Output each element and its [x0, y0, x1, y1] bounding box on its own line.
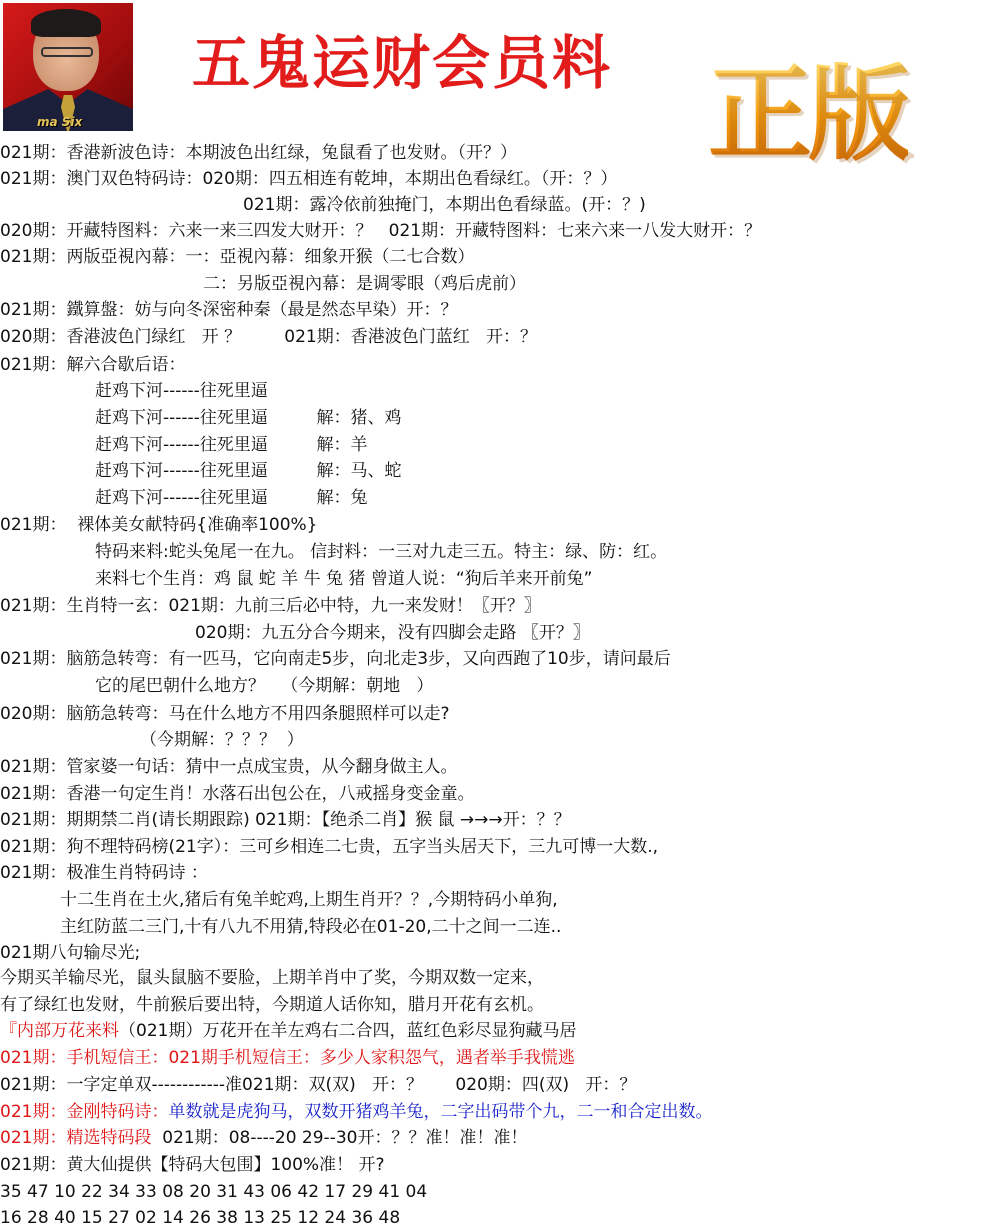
line-macau-poem: 021期：澳门双色特码诗：020期：四五相连有乾坤，本期出色看绿红。（开：？） [0, 169, 618, 189]
line-accurate-poem: 021期：极准生肖特码诗 ： [0, 863, 208, 883]
vajra-poem-text: 单数就是虎狗马，双数开猪鸡羊兔，二字出码带个九，二一和合定出数。 [168, 1102, 713, 1122]
line-riddle-2: 赶鸡下河------往死里逼 解：猪、鸡 [95, 408, 402, 428]
line-brain-teaser-2b: （今期解：？？？ ） [140, 730, 304, 750]
photo-glasses [41, 47, 93, 57]
line-riddle-heading: 021期：解六合歇后语： [0, 355, 186, 375]
line-brain-teaser-1: 021期：脑筋急转弯：有一匹马，它向南走5步，向北走3步，又向西跑了10步，请问最后 [0, 649, 671, 669]
line-brain-teaser-2: 020期：脑筋急转弯：马在什么地方不用四条腿照样可以走? [0, 704, 450, 724]
line-banned-two: 021期：期期禁二肖(请长期跟踪) 021期：【绝杀二肖】猴 鼠 →→→开：？？ [0, 810, 571, 830]
line-flower-source [0, 1021, 576, 1041]
line-seven-zodiac: 来料七个生肖：鸡 鼠 蛇 羊 牛 兔 猪 曾道人说：“狗后羊来开前兔” [95, 569, 593, 589]
line-riddle-4: 赶鸡下河------往死里逼 解：马、蛇 [95, 461, 402, 481]
author-photo [3, 3, 133, 131]
line-wong-tai-sin: 021期：黄大仙提供【特码大包围】100%准！ 开? [0, 1155, 385, 1175]
line-odd-even: 021期：一字定单双------------准021期：双(双) 开：？ 020期：四(双) 开：？ [0, 1075, 637, 1095]
line-hk-wave-poem: 021期：香港新波色诗：本期波色出红绿，兔鼠看了也发财。（开？） [0, 143, 517, 163]
line-zodiac-mystery: 021期：生肖特一玄：021期：九前三后必中特，九一来发财！〖开？〗 [0, 596, 541, 616]
line-hk-wave-gate: 020期：香港波色门绿红 开 ？ 021期：香港波色门蓝红 开：？ [0, 327, 537, 347]
line-vajra-poem [0, 1102, 712, 1122]
photo-hair [31, 9, 101, 37]
line-numbers-2: 16 28 40 15 27 02 14 26 38 13 25 12 24 36 48 [0, 1208, 401, 1228]
line-housekeeper: 021期：管家婆一句话：猜中一点成宝贵，从今翻身做主人。 [0, 757, 458, 777]
line-eight-lines-1: 今期买羊输尽光，鼠头鼠脑不要脸，上期羊肖中了奖，今期双数一定来， [0, 968, 544, 988]
page-title: 五鬼运财会员料 [192, 29, 613, 97]
selected-range-label: 021期：精选特码段 [0, 1128, 152, 1148]
flower-source-text: （021期）万花开在羊左鸡右二合四，蓝红色彩尽显狗藏马居 [119, 1021, 577, 1041]
line-numbers-1: 35 47 10 22 34 33 08 20 31 43 06 42 17 29 41 04 [0, 1182, 428, 1202]
vajra-poem-label: 021期：金刚特码诗： [0, 1102, 169, 1122]
line-iron-abacus: 021期：鐵算盤：妨与向冬深密种秦（最是然态早染）开：？ [0, 300, 458, 320]
line-special-source: 特码来料:蛇头兔尾一在九。 信封料：一三对九走三五。特主：绿、防：红。 [95, 542, 668, 562]
line-selected-range [0, 1128, 527, 1148]
line-riddle-3: 赶鸡下河------往死里逼 解：羊 [95, 435, 368, 455]
line-atv-inside-1: 021期：两版亞視內幕：一：亞視內幕：细象开猴（二七合数） [0, 247, 475, 267]
flower-source-label: 『内部万花来料 [0, 1021, 119, 1041]
line-sms-king: 021期：手机短信王：021期手机短信王：多少人家积怨气，遇者举手我慌逃 [0, 1048, 575, 1068]
line-brain-teaser-1b: 它的尾巴朝什么地方？ （今期解：朝地 ） [95, 676, 434, 696]
line-goubuli: 021期：狗不理特码榜(21字）：三可乡相连二七贵，五字当头居天下，三九可博一大数., [0, 837, 659, 857]
line-accurate-poem-1: 十二生肖在土火,猪后有兔羊蛇鸡,上期生肖开？？,今期特码小单狗, [60, 890, 558, 910]
line-zodiac-mystery-2: 020期：九五分合今期来，没有四脚会走路 〖开？〗 [195, 623, 590, 643]
line-macau-poem-2: 021期：露冷依前独掩门，本期出色看绿蓝。(开：？) [243, 195, 646, 215]
line-accurate-poem-2: 主红防蓝二三门,十有八九不用猜,特段必在01-20,二十之间一二连.. [60, 917, 562, 937]
photo-watermark: ma Six [37, 115, 83, 129]
line-hidden-chart: 020期：开藏特图料：六来一来三四发大财开：？ 021期：开藏特图料：七来六来一八发大财开：？ [0, 221, 762, 241]
line-special-code: 021期： 裸体美女献特码{准确率100%} [0, 515, 318, 535]
line-atv-inside-2: 二：另版亞視內幕：是调零眼（鸡后虎前） [203, 274, 526, 294]
selected-range-text: 021期：08----20 29--30开：？？准！准！准！ [151, 1128, 528, 1148]
line-hk-zodiac: 021期：香港一句定生肖！水落石出包公在，八戒摇身变金童。 [0, 784, 475, 804]
line-eight-lines: 021期八句输尽光; [0, 943, 141, 963]
genuine-stamp: 正版 [708, 52, 909, 175]
line-eight-lines-2: 有了绿红也发财，牛前猴后要出特，今期道人话你知，腊月开花有玄机。 [0, 995, 544, 1015]
line-riddle-5: 赶鸡下河------往死里逼 解：兔 [95, 488, 368, 508]
line-riddle-1: 赶鸡下河------往死里逼 [95, 381, 268, 401]
